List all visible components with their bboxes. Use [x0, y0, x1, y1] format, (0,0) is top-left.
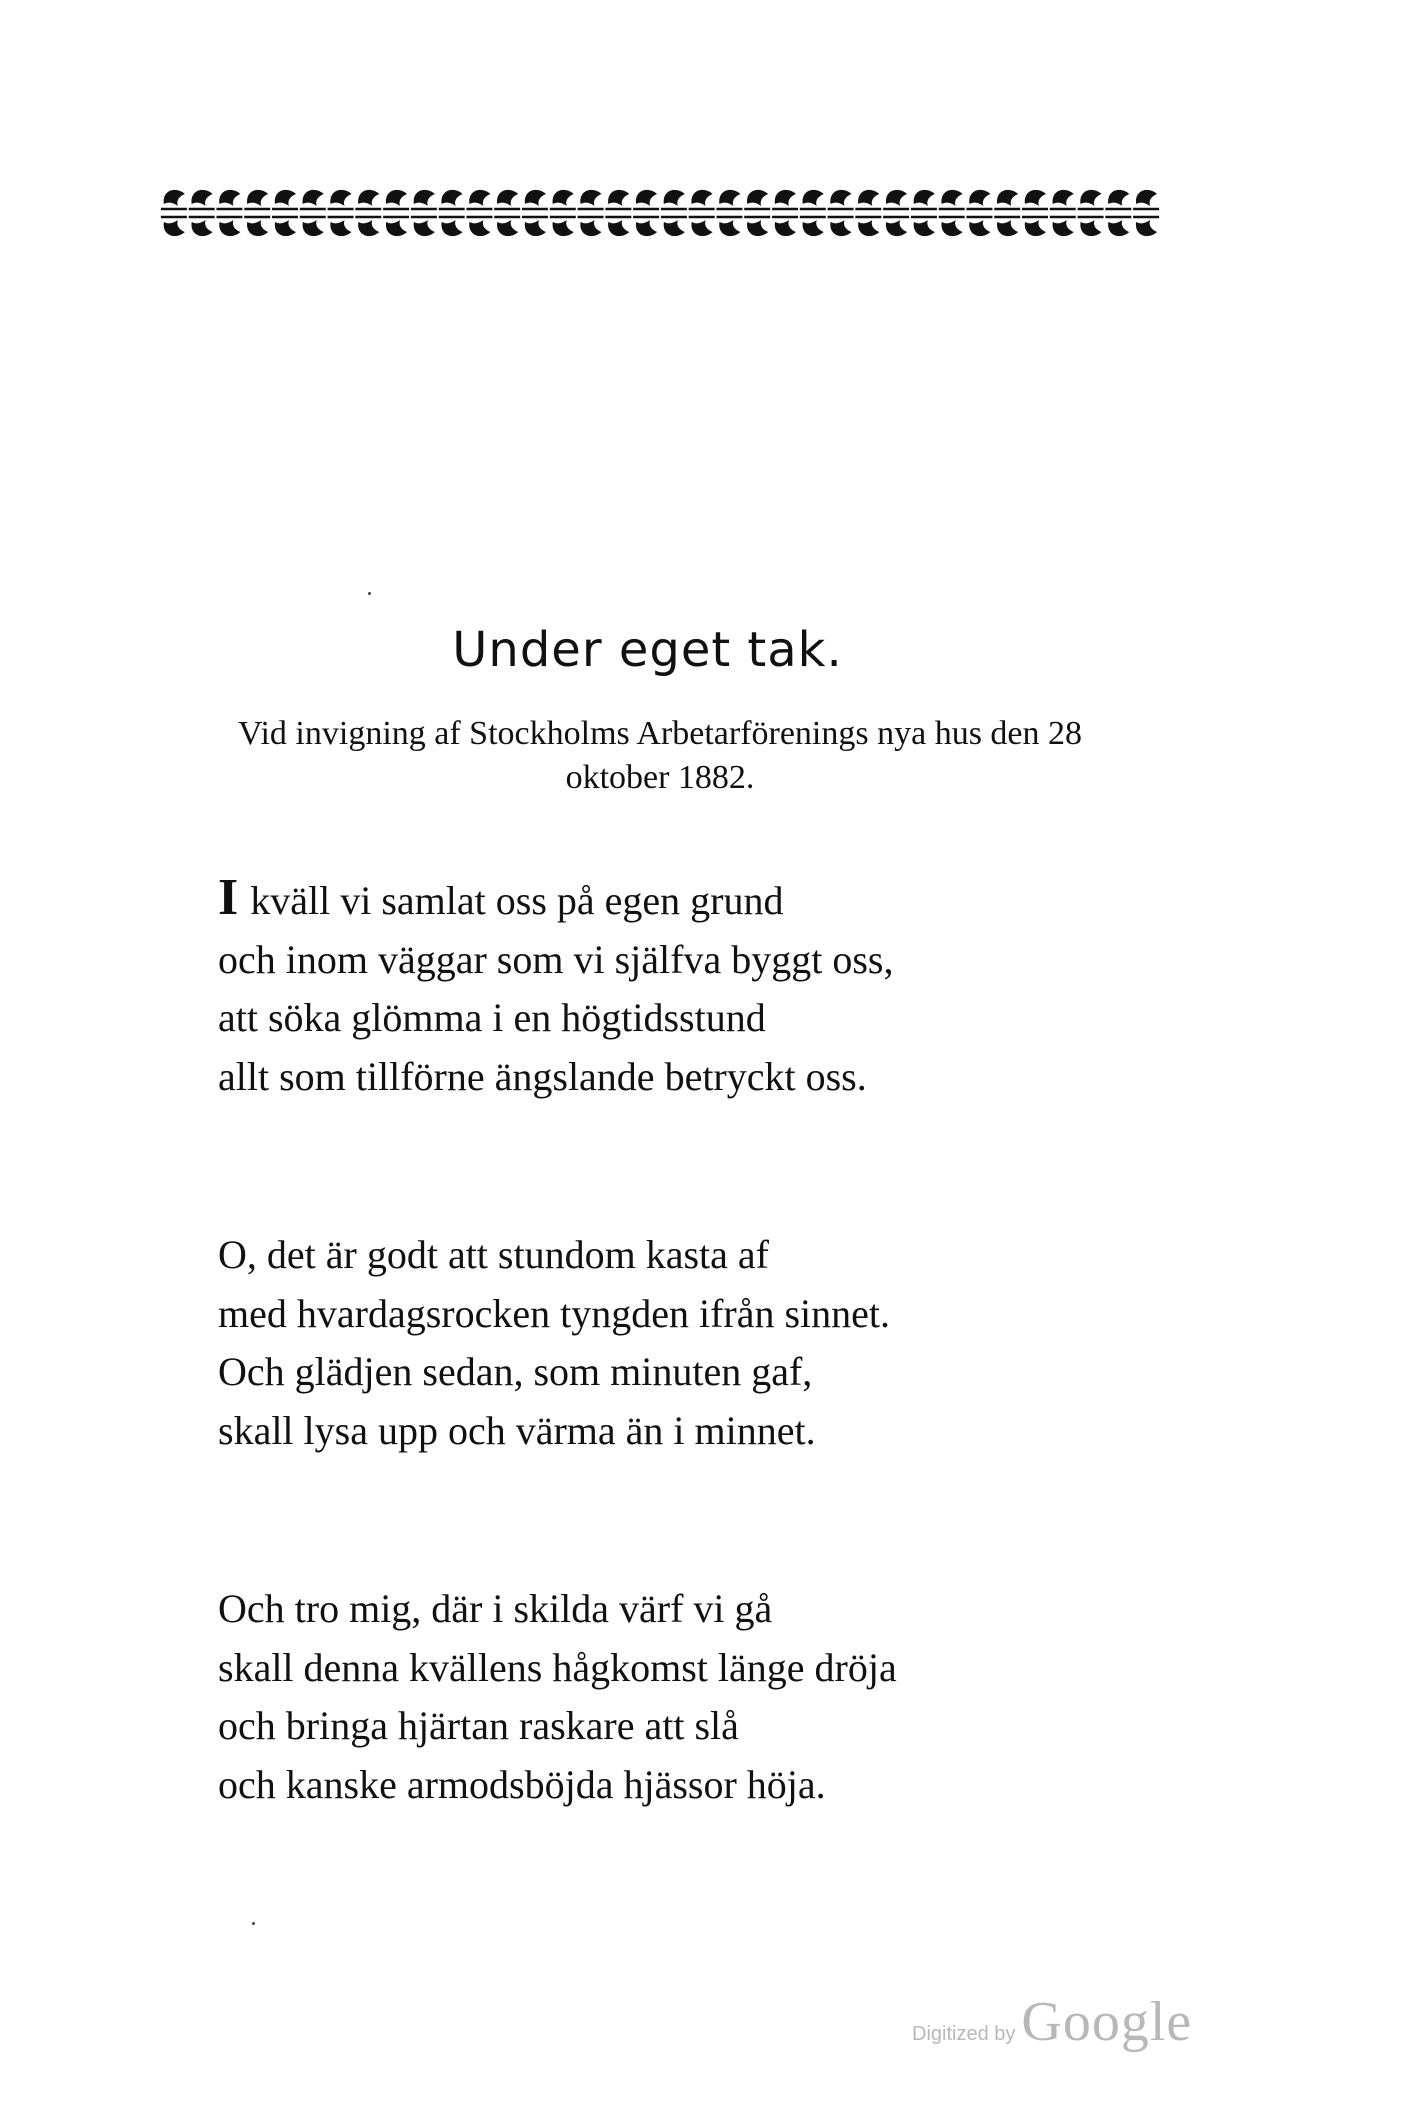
- fleuron-glyph: [522, 217, 548, 236]
- watermark-prefix: Digitized by: [912, 2023, 1016, 2045]
- fleuron-glyph: [494, 190, 520, 209]
- fleuron-glyph: [1133, 190, 1159, 209]
- verse-line-text: kväll vi samlat oss på egen grund: [240, 878, 784, 923]
- verse-line: skall denna kvällens hågkomst länge dröja: [218, 1644, 897, 1690]
- fleuron-glyph: [1022, 190, 1048, 209]
- verse-line: [218, 869, 1178, 931]
- verse-line: skall lysa upp och värma än i minnet.: [218, 1407, 816, 1453]
- fleuron-glyph: [189, 217, 215, 236]
- fleuron-glyph: [994, 190, 1020, 209]
- fleuron-glyph: [383, 217, 409, 236]
- fleuron-glyph: [578, 190, 604, 209]
- fleuron-glyph: [744, 190, 770, 209]
- fleuron-border-ornament-icon: [160, 180, 1160, 250]
- fleuron-glyph: [550, 217, 576, 236]
- fleuron-glyph: [883, 217, 909, 236]
- fleuron-glyph: [1078, 190, 1104, 209]
- fleuron-glyph: [855, 217, 881, 236]
- fleuron-glyph: [466, 217, 492, 236]
- fleuron-glyph: [716, 190, 742, 209]
- fleuron-glyph: [605, 190, 631, 209]
- verse-line: och bringa hjärtan raskare att slå: [218, 1703, 739, 1748]
- fleuron-glyph: [633, 217, 659, 236]
- fleuron-glyph: [439, 190, 465, 209]
- poem-title: Under eget tak.: [452, 622, 843, 678]
- fleuron-glyph: [633, 190, 659, 209]
- fleuron-glyph: [411, 217, 437, 236]
- fleuron-glyph: [244, 190, 270, 209]
- fleuron-glyph: [939, 217, 965, 236]
- fleuron-glyph: [1050, 190, 1076, 209]
- fleuron-glyph: [1078, 217, 1104, 236]
- stanza: [218, 1226, 1178, 1460]
- fleuron-glyph: [522, 190, 548, 209]
- drop-cap: I: [218, 869, 239, 926]
- print-speck: [368, 592, 371, 595]
- fleuron-glyph: [1050, 217, 1076, 236]
- fleuron-glyph: [1105, 190, 1131, 209]
- fleuron-glyph: [578, 217, 604, 236]
- fleuron-glyph: [689, 217, 715, 236]
- fleuron-glyph: [661, 190, 687, 209]
- fleuron-glyph: [300, 190, 326, 209]
- fleuron-glyph: [244, 217, 270, 236]
- fleuron-glyph: [939, 190, 965, 209]
- fleuron-glyph: [161, 217, 187, 236]
- fleuron-glyph: [966, 190, 992, 209]
- fleuron-glyph: [661, 217, 687, 236]
- verse-line: och inom väggar som vi själfva byggt oss,: [218, 936, 894, 982]
- fleuron-glyph: [689, 190, 715, 209]
- verse-line: allt som tillförne ängslande betryckt oss.: [218, 1053, 867, 1099]
- fleuron-glyph: [883, 190, 909, 209]
- fleuron-glyph: [411, 190, 437, 209]
- fleuron-glyph: [328, 217, 354, 236]
- fleuron-glyph: [800, 190, 826, 209]
- fleuron-glyph: [1022, 217, 1048, 236]
- verse-line: att söka glömma i en högtidsstund: [218, 995, 766, 1040]
- verse-line: Och tro mig, där i skilda värf vi gå: [218, 1586, 773, 1631]
- fleuron-glyph: [911, 190, 937, 209]
- fleuron-glyph: [1105, 217, 1131, 236]
- fleuron-glyph: [772, 217, 798, 236]
- fleuron-glyph: [605, 217, 631, 236]
- verse-line: Och glädjen sedan, som minuten gaf,: [218, 1349, 813, 1394]
- fleuron-glyph: [828, 190, 854, 209]
- digitization-watermark: [912, 1990, 1192, 2054]
- fleuron-glyph: [439, 217, 465, 236]
- verse-line: och kanske armodsböjda hjässor höja.: [218, 1761, 826, 1807]
- fleuron-glyph: [800, 217, 826, 236]
- fleuron-glyph: [216, 190, 242, 209]
- fleuron-glyph: [272, 190, 298, 209]
- fleuron-glyph: [328, 190, 354, 209]
- poem-subtitle: Vid invigning af Stockholms Arbetarförenings nya hus den 28 oktober 1882.: [237, 715, 1083, 796]
- fleuron-glyph: [994, 217, 1020, 236]
- stanza: [218, 869, 1178, 1106]
- fleuron-glyph: [189, 190, 215, 209]
- fleuron-glyph: [355, 217, 381, 236]
- fleuron-glyph: [911, 217, 937, 236]
- fleuron-glyph: [494, 217, 520, 236]
- fleuron-glyph: [828, 217, 854, 236]
- fleuron-glyph: [383, 190, 409, 209]
- fleuron-glyph: [300, 217, 326, 236]
- fleuron-glyph: [161, 190, 187, 209]
- print-speck: [252, 1922, 255, 1925]
- fleuron-glyph: [272, 217, 298, 236]
- fleuron-glyph: [466, 190, 492, 209]
- fleuron-glyph: [1133, 217, 1159, 236]
- fleuron-glyph: [550, 190, 576, 209]
- watermark-brand: Google: [1021, 1991, 1193, 2053]
- verse-line: med hvardagsrocken tyngden ifrån sinnet.: [218, 1290, 891, 1336]
- fleuron-glyph: [744, 217, 770, 236]
- fleuron-glyph: [216, 217, 242, 236]
- fleuron-glyph: [716, 217, 742, 236]
- fleuron-glyph: [355, 190, 381, 209]
- fleuron-glyph: [855, 190, 881, 209]
- verse-line: O, det är godt att stundom kasta af: [218, 1232, 769, 1277]
- stanza: [218, 1580, 1178, 1814]
- fleuron-glyph: [772, 190, 798, 209]
- fleuron-glyph: [966, 217, 992, 236]
